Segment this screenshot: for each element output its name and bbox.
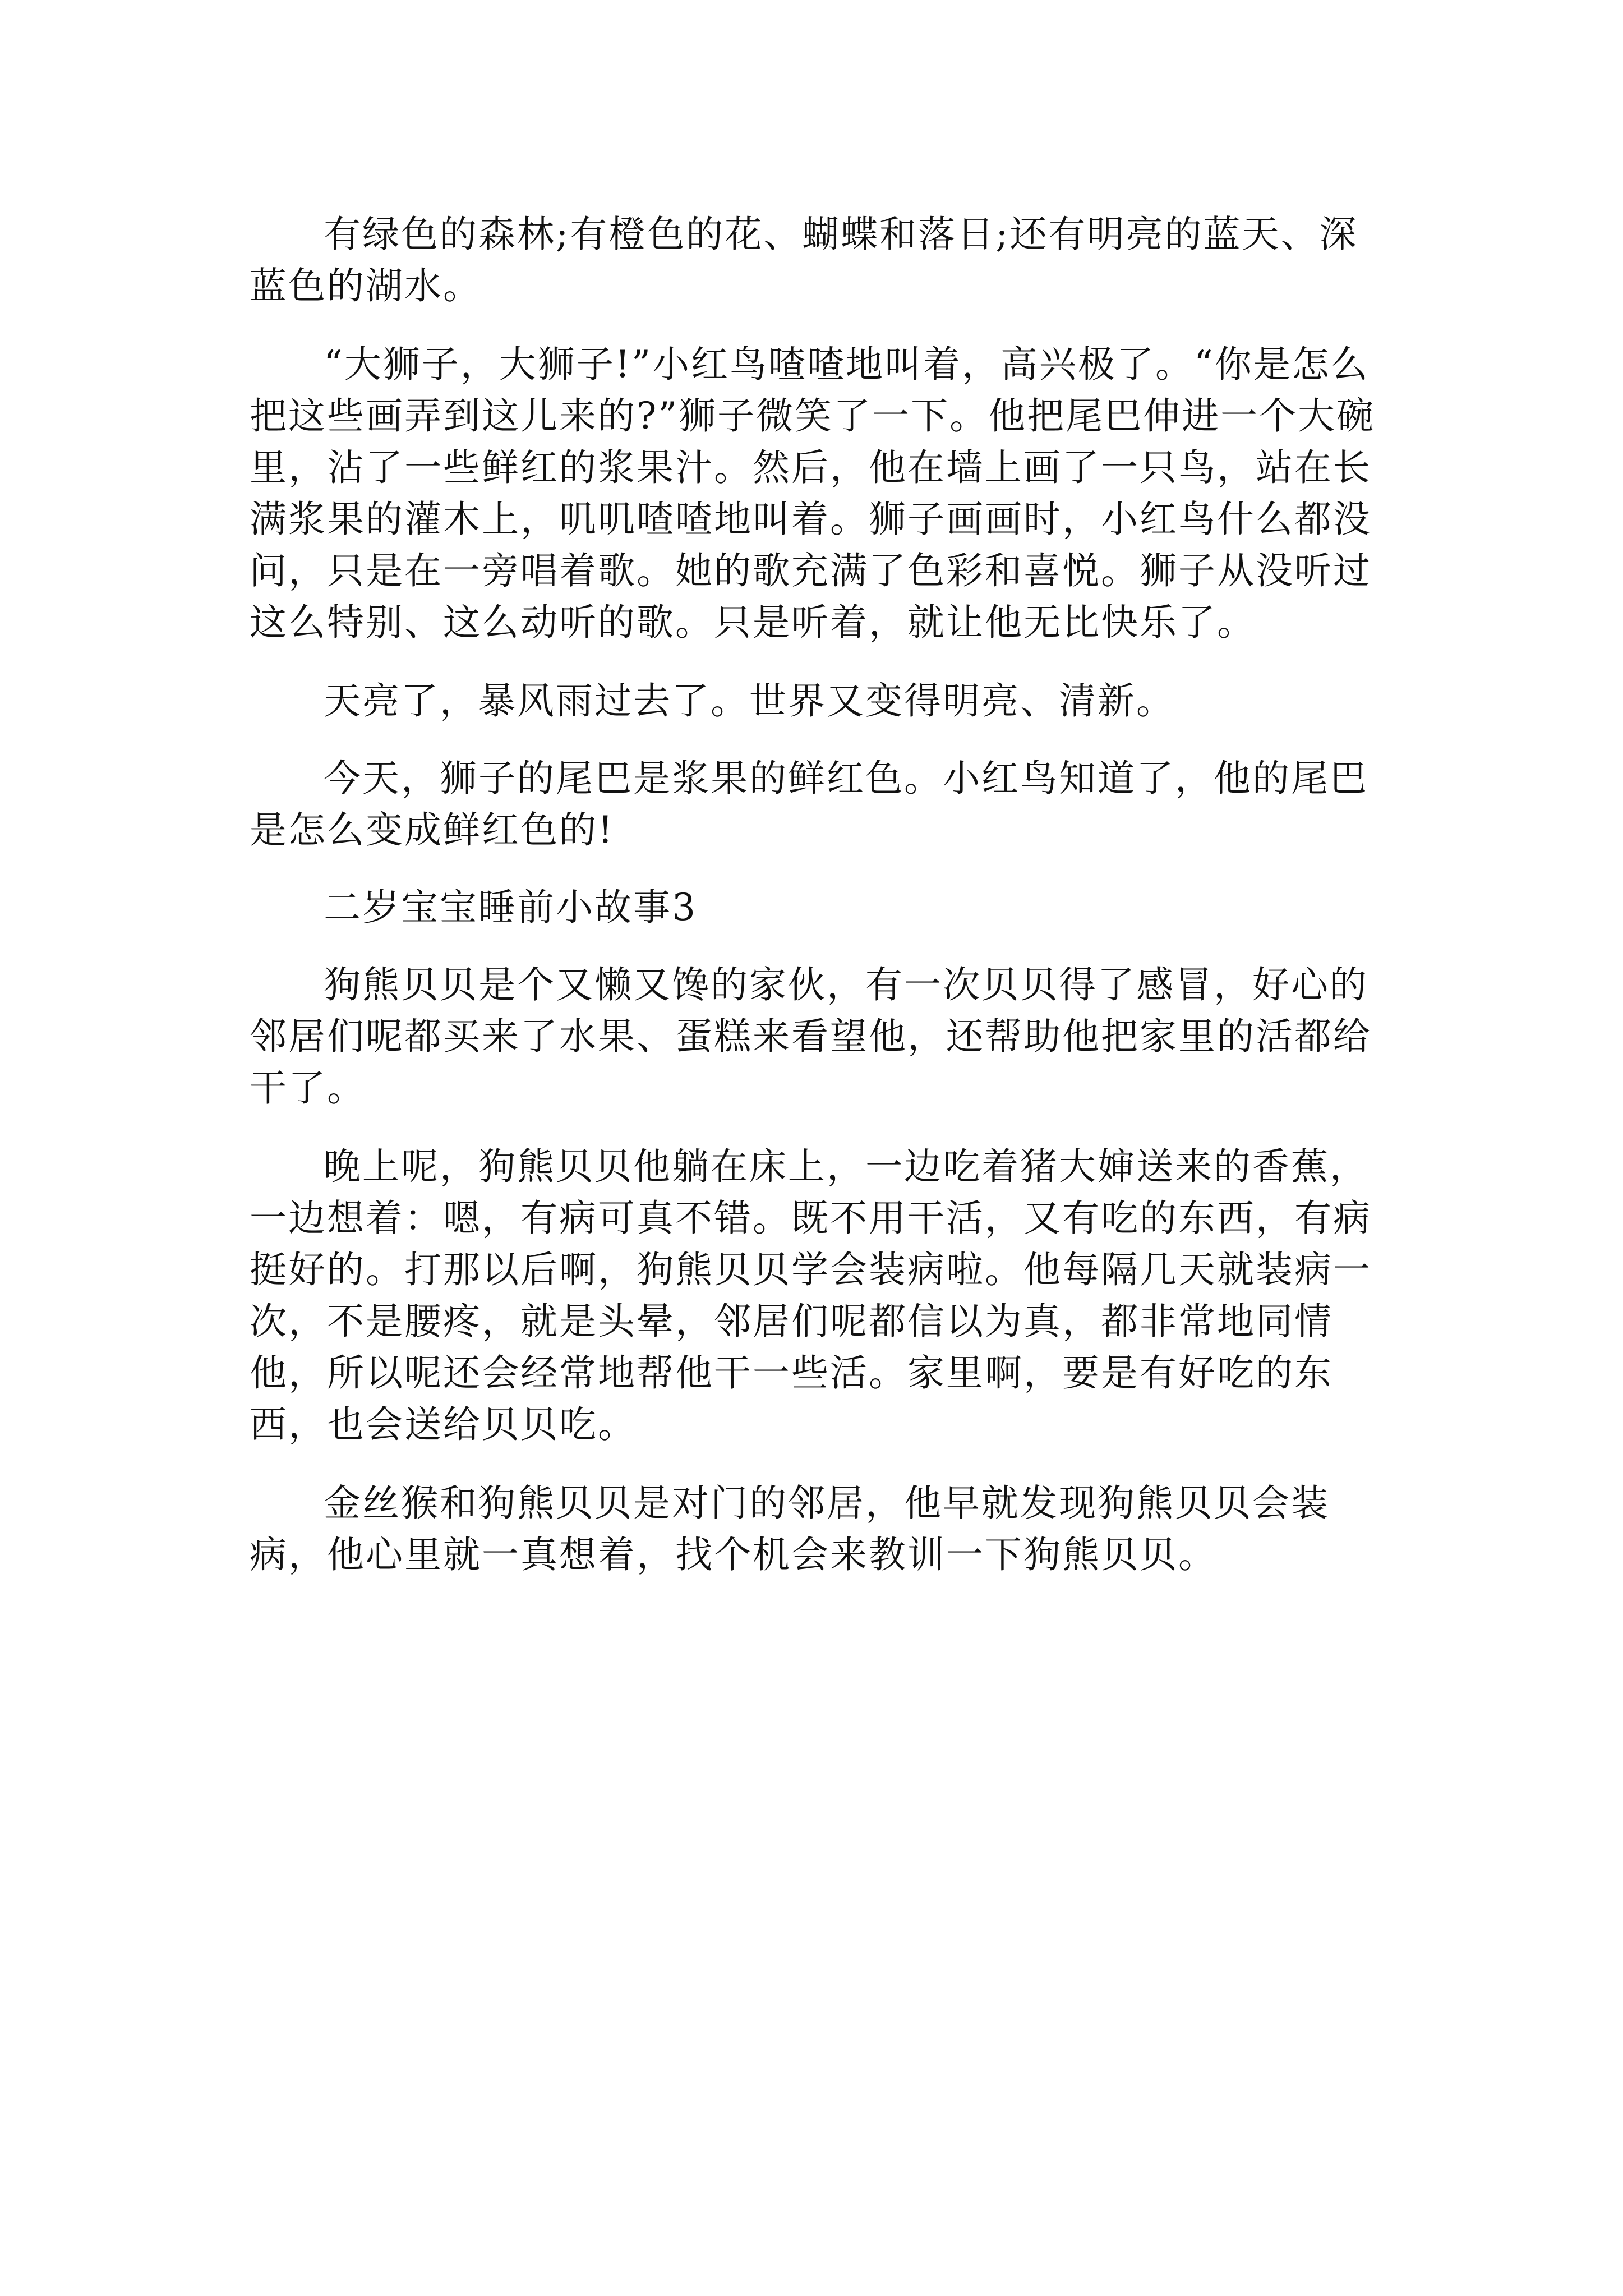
paragraph: 天亮了，暴风雨过去了。世界又变得明亮、清新。 [324, 679, 1175, 723]
paragraph: “大狮子，大狮子!”小红鸟喳喳地叫着，高兴极了。“你是怎么把这些画弄到这儿来的?”狮子微笑了一下。他把尾巴伸进一个大碗里，沾了一些鲜红的浆果汁。然后，他在墙上画了一只鸟，站在长满浆果的灌木上，叽叽喳喳地叫着。狮子画画时，小红鸟什么都没问，只是在一旁唱着歌。她的歌充满了色彩和喜悦。狮子从没听过这么特别、这么动听的歌。只是听着，就让他无比快乐了。 [250, 343, 1376, 644]
paragraph: 有绿色的森林;有橙色的花、蝴蝶和落日;还有明亮的蓝天、深蓝色的湖水。 [250, 213, 1358, 307]
paragraph: 金丝猴和狗熊贝贝是对门的邻居，他早就发现狗熊贝贝会装病，他心里就一真想着，找个机会来教训一下狗熊贝贝。 [250, 1481, 1330, 1576]
section-heading: 二岁宝宝睡前小故事3 [324, 886, 697, 929]
paragraph: 晚上呢，狗熊贝贝他躺在床上，一边吃着猪大婶送来的香蕉，一边想着：嗯，有病可真不错。既不用干活，又有吃的东西，有病挺好的。打那以后啊，狗熊贝贝学会装病啦。他每隔几天就装病一次，不是腰疼，就是头晕，邻居们呢都信以为真，都非常地同情他，所以呢还会经常地帮他干一些活。家里啊，要是有好吃的东西，也会送给贝贝吃。 [250, 1145, 1372, 1446]
paragraph: 今天，狮子的尾巴是浆果的鲜红色。小红鸟知道了，他的尾巴是怎么变成鲜红色的! [250, 757, 1368, 852]
paragraph: 狗熊贝贝是个又懒又馋的家伙，有一次贝贝得了感冒，好心的邻居们呢都买来了水果、蛋糕来看望他，还帮助他把家里的活都给干了。 [250, 963, 1372, 1110]
document-body [250, 209, 1394, 1608]
